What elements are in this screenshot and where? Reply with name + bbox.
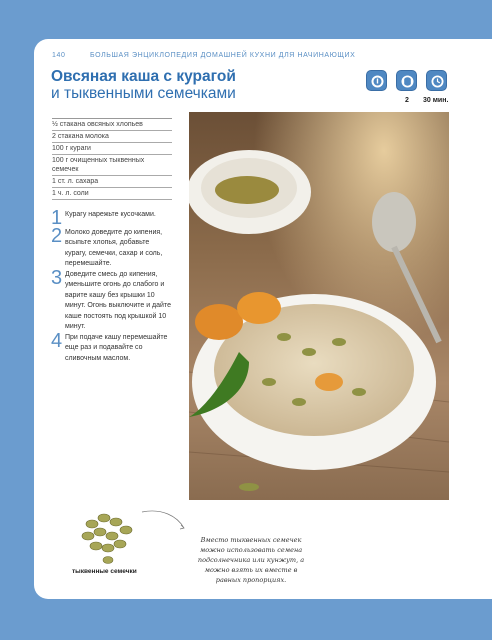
ingredient-item: 100 г кураги [52, 143, 172, 155]
step-item [51, 224, 171, 270]
step-text: Курагу нарежьте кусочками. [65, 211, 156, 218]
servings-icon [396, 70, 417, 91]
page-header [52, 52, 355, 59]
step-number: 3 [51, 266, 63, 289]
step-text: При подаче кашу перемешайте еще раз и подавайте со сливочным маслом. [65, 333, 168, 362]
ingredient-item: ½ стакана овсяных хлопьев [52, 119, 172, 131]
servings-value: 2 [405, 97, 409, 104]
steps-list [51, 207, 171, 364]
step-item [51, 329, 171, 365]
dish-photo [189, 112, 449, 500]
ingredients-list [52, 118, 172, 200]
ingredient-item: 1 ч. л. соли [52, 188, 172, 200]
ingredient-item: 1 ст. л. сахара [52, 176, 172, 188]
time-value: 30 мин. [423, 97, 449, 104]
difficulty-icon [366, 70, 387, 91]
handwritten-note: Вместо тыквенных семечек можно использовать семена подсолнечника или кунжут, а можно взять их вместе в равных пропорциях. [197, 536, 305, 584]
step-number: 2 [51, 224, 63, 247]
time-icon [426, 70, 447, 91]
book-page [34, 39, 492, 599]
seed-caption: тыквенные семечки [72, 568, 137, 575]
page-number: 140 [52, 52, 66, 59]
step-item [51, 207, 171, 229]
step-number: 1 [51, 207, 63, 229]
recipe-title-line1: Овсяная каша с курагой [51, 68, 236, 85]
step-text: Доведите смесь до кипения, уменьшите огонь до слабого и варите кашу без крышки 10 минут. Огонь выключите и дайте каше постоять под крышкой 10 минут. [65, 270, 171, 330]
step-number: 4 [51, 329, 63, 352]
running-title: БОЛЬШАЯ ЭНЦИКЛОПЕДИЯ ДОМАШНЕЙ КУХНИ ДЛЯ НАЧИНАЮЩИХ [90, 52, 356, 59]
ingredient-item: 100 г очищенных тыквенных семечек [52, 155, 172, 176]
pumpkin-seeds-image [72, 504, 192, 570]
ingredient-item: 2 стакана молока [52, 131, 172, 143]
recipe-title-line2: и тыквенными семечками [51, 85, 236, 102]
step-text: Молоко доведите до кипения, всыпьте хлопья, добавьте курагу, семечки, сахар и соль, перемешайте. [65, 228, 163, 267]
step-item [51, 266, 171, 333]
